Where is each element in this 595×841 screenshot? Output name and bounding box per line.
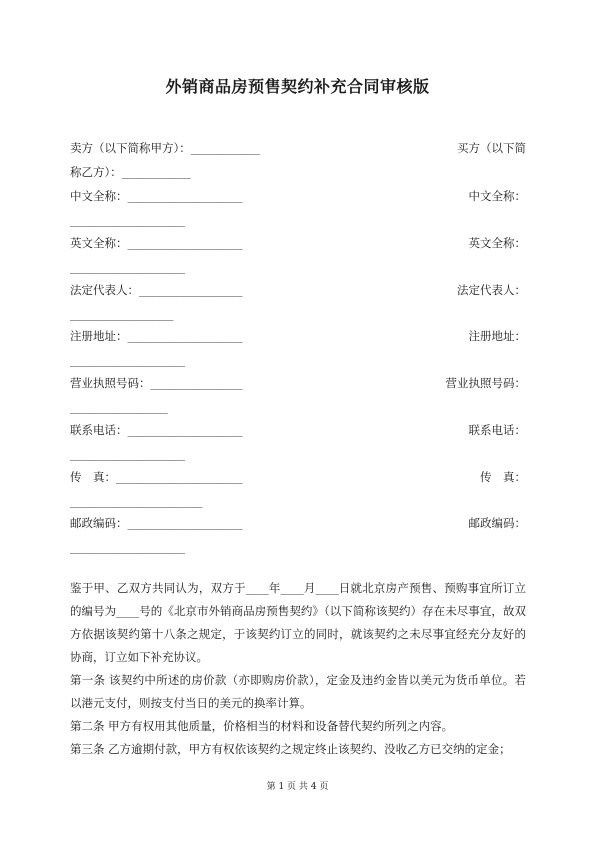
buyer-address-blank: ____________________	[70, 353, 185, 367]
buyer-license-blank: _________________	[70, 400, 168, 414]
seller-chinese-name: 中文全称：____________________	[70, 189, 243, 203]
contract-body	[70, 577, 526, 761]
party-row-address	[70, 328, 526, 344]
buyer-postcode-label: 邮政编码：	[468, 516, 526, 530]
party-row-seller-buyer	[70, 140, 526, 156]
party-row-phone	[70, 422, 526, 438]
buyer-chinese-name-blank: ____________________	[70, 213, 185, 227]
seller-license: 营业执照号码：________________	[70, 376, 243, 390]
buyer-address-label: 注册地址：	[468, 329, 526, 343]
preamble-paragraph: 鉴于甲、乙双方共同认为，双方于____年____月____日就北京房产预售、预购事宜所订立的编号为____号的《北京市外销商品房预售契约》（以下简称该契约）存在未尽事宜，故双方依据该契约第十八条之规定，于该契约订立的同时，就该契约之未尽事宜经充分友好的协商，订立如下补充协议。	[70, 581, 526, 664]
buyer-license-label: 营业执照号码：	[445, 376, 526, 390]
buyer-phone-label: 联系电话：	[468, 423, 526, 437]
buyer-english-name-blank: ____________________	[70, 260, 185, 274]
buyer-fax-blank: _______________________	[70, 494, 203, 508]
seller-english-name: 英文全称：____________________	[70, 236, 243, 250]
buyer-english-name-label: 英文全称：	[468, 236, 526, 250]
document-title: 外销商品房预售契约补充合同审核版	[165, 77, 430, 96]
seller-postcode: 邮政编码：____________________	[70, 516, 243, 530]
buyer-postcode-blank: ____________________	[70, 540, 185, 554]
seller-label: 卖方（以下简称甲方）：____________	[70, 141, 260, 155]
buyer-legal-rep-label: 法定代表人：	[457, 283, 526, 297]
party-row-english-name	[70, 235, 526, 251]
seller-address: 注册地址：____________________	[70, 329, 243, 343]
party-row-license	[70, 375, 526, 391]
party-row-chinese-name	[70, 188, 526, 204]
article-1: 第一条 该契约中所述的房价款（亦即购房价款），定金及违约金皆以美元为货币单位。若以港元支付，则按支付当日的美元的换率计算。	[70, 673, 526, 710]
party-row-fax	[70, 469, 526, 485]
page-number: 第 1 页 共 4 页	[266, 782, 329, 792]
buyer-phone-blank: ____________________	[70, 447, 185, 461]
party-row-postcode	[70, 515, 526, 531]
buyer-fax-label: 传 真：	[480, 470, 526, 484]
buyer-label: 买方（以下简	[457, 141, 526, 155]
seller-legal-rep: 法定代表人：__________________	[70, 283, 243, 297]
seller-fax: 传 真：______________________	[70, 470, 243, 484]
buyer-chinese-name-label: 中文全称：	[468, 189, 526, 203]
buyer-label-continued: 称乙方）：____________	[70, 165, 191, 179]
article-3: 第三条 乙方逾期付款，甲方有权依该契约之规定终止该契约、没收乙方已交纳的定金；	[70, 742, 511, 756]
buyer-legal-rep-blank: __________________	[70, 307, 174, 321]
article-2: 第二条 甲方有权用其他质量，价格相当的材料和设备替代契约所列之内容。	[70, 719, 454, 733]
seller-phone: 联系电话：____________________	[70, 423, 243, 437]
party-row-legal-rep	[70, 282, 526, 298]
